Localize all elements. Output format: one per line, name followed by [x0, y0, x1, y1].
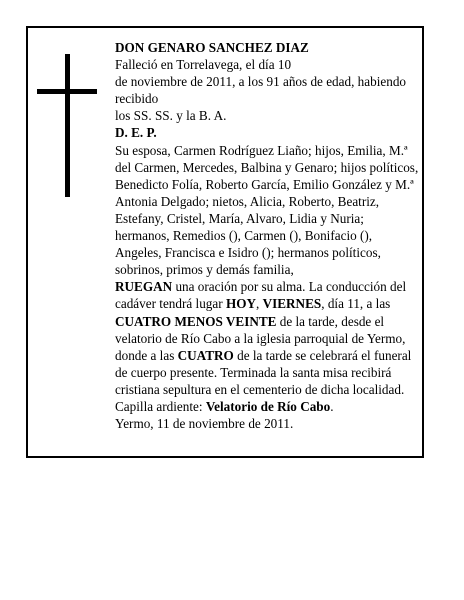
cross-vertical-bar: [65, 54, 70, 197]
funeral-text-1: una oración por su alma. La conducción del cadáver tendrá lugar: [115, 279, 407, 312]
funeral-text-2: , día 11, a las: [321, 296, 391, 312]
cross-icon: [37, 54, 97, 197]
death-place-line: Falleció en Torrelavega, el día 10: [115, 57, 292, 73]
family-paragraph: Su esposa, Carmen Rodríguez Liaño; hijos, Emilia, M.ª del Carmen, Mercedes, Balbina y Genaro; hijos políticos, Benedicto Folía, Roberto García, Emilio González y M.ª Antonia Delgado; nietos, Alicia, Roberto, Beatriz, Estefany, Cristel, María, Alvaro, Lidia y Nuria; hermanos, Remedios (), Carmen (), Bonifacio (), Angeles, Francisca e Isidro (); hermanos políticos, sobrinos, primos y demás familia,: [115, 142, 419, 278]
rip-line: D. E. P.: [115, 125, 157, 141]
funeral-comma: ,: [255, 296, 263, 312]
notice-text: [115, 39, 419, 432]
hoy-text: HOY: [225, 296, 256, 312]
chapel-place: Velatorio de Río Cabo: [205, 398, 331, 414]
cross-horizontal-bar: [37, 89, 97, 94]
chapel-end: .: [330, 398, 334, 414]
second-time-text: CUATRO: [177, 347, 234, 363]
chapel-line: [115, 398, 419, 415]
funeral-text-3: de la tarde, desde el velatorio de Río Cabo a la iglesia parroquial de Yermo, donde a las: [115, 313, 406, 363]
sacraments-line: los SS. SS. y la B. A.: [115, 108, 227, 124]
chapel-label: Capilla ardiente:: [115, 398, 206, 414]
ruegan-text: RUEGAN: [115, 279, 173, 295]
first-time-text: CUATRO MENOS VEINTE: [115, 313, 277, 329]
closing-line: Yermo, 11 de noviembre de 2011.: [115, 416, 294, 432]
viernes-text: VIERNES: [262, 296, 322, 312]
obituary-notice: [26, 26, 424, 458]
funeral-paragraph: [115, 278, 419, 398]
funeral-text-4: de la tarde se celebrará el funeral de cuerpo presente. Terminada la santa misa recibirá cristiana sepultura en el cementerio de dicha localidad.: [115, 347, 412, 397]
deceased-name: DON GENARO SANCHEZ DIAZ: [115, 40, 309, 55]
death-date-line: de noviembre de 2011, a los 91 años de edad, habiendo recibido: [115, 74, 407, 107]
